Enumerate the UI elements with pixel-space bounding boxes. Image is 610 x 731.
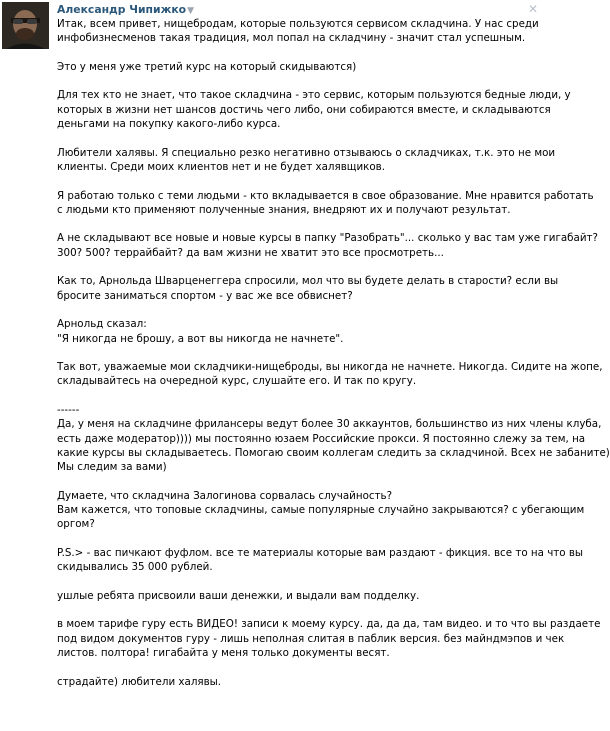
post-paragraph (57, 189, 594, 218)
post-paragraph (57, 360, 603, 389)
post-text-line: страдайте) любители халявы. (57, 675, 222, 688)
post-text-line: 300? 500? террайбайт? да вам жизни не хватит это все просмотреть... (57, 246, 444, 259)
post-paragraph (57, 317, 542, 346)
post-text-line: А не складывают все новые и новые курсы в папку "Разобрать"... сколько у вас там уже гигабайт? (57, 232, 598, 245)
post-paragraph (57, 589, 542, 603)
avatar[interactable] (2, 2, 49, 49)
post-text-line: с людьми кто применяют полученные знания, внедряют их и получают результат. (57, 203, 511, 216)
author-name-link[interactable]: Александр Чипижко (57, 3, 187, 16)
post-text-line: бросите заниматься спортом - у вас же все обвиснет? (57, 289, 353, 302)
post-paragraph (57, 403, 610, 474)
post-text-line: ушлые ребята присвоили ваши денежки, и выдали вам подделку. (57, 589, 420, 602)
post-text-line: скидывались 35 000 рублей. (57, 561, 213, 574)
post-paragraph (57, 489, 585, 532)
post-paragraph (57, 617, 601, 660)
post-text-line: Итак, всем привет, нищебродам, которые пользуются сервисом складчина. У нас среди (57, 18, 539, 30)
post-text-line: Как то, Арнольда Шварценеггера спросили, мол что вы будете делать в старости? если вы (57, 275, 559, 288)
post-text-line: под видом документов гуру - лишь неполная слитая в паблик версия. без майндмэпов и чек (57, 632, 565, 645)
post-text-line: оргом? (57, 518, 95, 531)
post-text (57, 17, 610, 703)
post-paragraph (57, 231, 598, 260)
post-text-line: P.S.> - вас пичкают фуфлом. все те материалы которые вам раздают - фикция. все то на что вы (57, 546, 584, 559)
post-text-line: Любители халявы. Я специально резко негативно отзываюсь о складчиках, т.к. это не мои (57, 146, 556, 159)
post-text-line: есть даже модератор)))) мы постоянно юзаем Российские прокси. Я постоянно слежу за тем, на (57, 432, 586, 445)
post-paragraph (57, 17, 542, 46)
avatar-photo (2, 2, 49, 49)
post-text-line: которых в жизни нет шансов достичь чего либо, они собираются вместе, и складываются (57, 103, 551, 116)
post-text-line: Да, у меня на складчине фрилансеры ведут более 30 аккаунтов, большинство из них члены клуба, (57, 418, 602, 431)
post-text-line: Для тех кто не знает, что такое складчина - это сервис, которым пользуются бедные люди, у (57, 89, 571, 102)
post-text-line: Я работаю только с теми людьми - кто вкладывается в свое образование. Мне нравится работать (57, 189, 594, 202)
post-text-line: листов. полтора! гигабайта у меня только документы весят. (57, 647, 390, 660)
post-text-line: "Я никогда не брошу, а вот вы никогда не начнете". (57, 332, 344, 345)
post-paragraph (57, 146, 556, 175)
post-text-line: Это у меня уже третий курс на который скидываются) (57, 60, 357, 73)
post-text-line: Мы следим за вами) (57, 461, 167, 474)
post-text-line: Вам кажется, что топовые складчины, самые популярные случайно закрываются? с убегающим (57, 504, 585, 517)
post-text-line: Арнольд сказал: (57, 318, 147, 331)
post-text-line: ------ (57, 404, 80, 417)
post-paragraph (57, 60, 542, 74)
close-icon[interactable]: ✕ (527, 2, 538, 16)
post-paragraph (57, 274, 559, 303)
post-text-line: Думаете, что складчина Залогинова сорвалась случайность? (57, 489, 393, 502)
post-text-line: какие курсы вы складываетесь. Помогаю своим коллегам следить за складчиной. Всех не забаните) (57, 446, 610, 459)
post-text-line: в моем тарифе гуру есть ВИДЕО! записи к моему курсу. да, да да, там видео. и то что вы раздаете (57, 618, 601, 631)
post-text-line: инфобизнесменов такая традиция, мол попал на складчину - значит стал успешным. (57, 32, 526, 45)
post-text-line: Так вот, уважаемые мои складчики-нищеброды, вы никогда не начнете. Никогда. Сидите на жопе, (57, 361, 603, 374)
post-text-line: складывайтесь на очередной курс, слушайте его. И так по кругу. (57, 375, 417, 388)
post-paragraph (57, 88, 571, 131)
post-paragraph (57, 546, 584, 575)
post-text-line: клиенты. Среди моих клиентов нет и не будет халявщиков. (57, 160, 386, 173)
dropdown-icon[interactable]: ▼ (187, 6, 194, 16)
post-paragraph (57, 675, 542, 689)
post-text-line: деньгами на покупку какого-либо курса. (57, 118, 281, 131)
author-name[interactable] (57, 3, 194, 16)
